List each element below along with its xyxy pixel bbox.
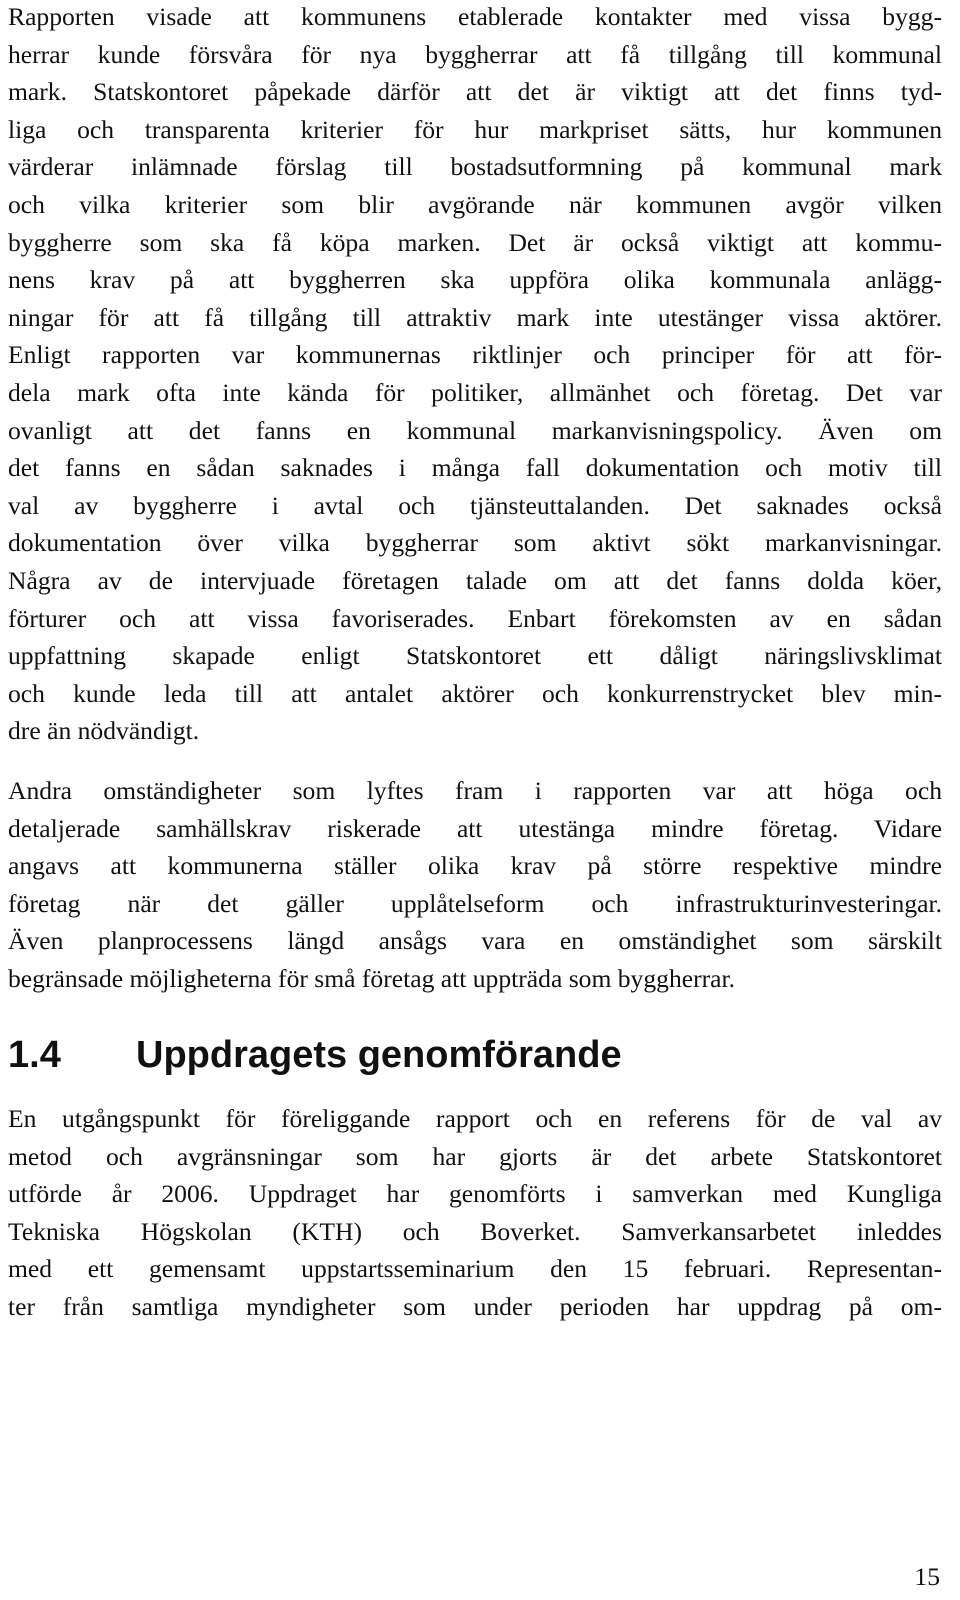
text-line: herrar kunde försvåra för nya byggherrar att få tillgång till kommunal — [8, 39, 942, 69]
text-line: metod och avgränsningar som har gjorts är det arbete Statskontoret — [8, 1141, 942, 1171]
text-line: detaljerade samhällskrav riskerade att utestänga mindre företag. Vidare — [8, 813, 942, 843]
text-line: mark. Statskontoret påpekade därför att det är viktigt att det finns tyd- — [8, 77, 942, 107]
text-line: Rapporten visade att kommunens etablerade kontakter med vissa bygg- — [8, 2, 942, 31]
text-line: dokumentation över vilka byggherrar som aktivt sökt markanvisningar. — [8, 528, 942, 558]
text-line: Även planprocessens längd ansågs vara en omständighet som särskilt — [8, 926, 942, 956]
body-paragraph — [8, 772, 942, 998]
text-line: förturer och att vissa favoriserades. Enbart förekomsten av en sådan — [8, 603, 942, 633]
body-paragraph — [8, 1100, 942, 1326]
text-line: med ett gemensamt uppstartsseminarium den 15 februari. Representan- — [8, 1254, 942, 1284]
text-line: angavs att kommunerna ställer olika krav på större respektive mindre — [8, 851, 942, 881]
text-line: utförde år 2006. Uppdraget har genomförts i samverkan med Kungliga — [8, 1179, 942, 1209]
text-line: det fanns en sådan saknades i många fall dokumentation och motiv till — [8, 453, 942, 483]
section-number: 1.4 — [8, 1034, 61, 1076]
text-line: begränsade möjligheterna för små företag att uppträda som byggherrar. — [8, 963, 736, 993]
text-line: och kunde leda till att antalet aktörer och konkurrenstrycket blev min- — [8, 678, 942, 708]
text-line: Några av de intervjuade företagen talade om att det fanns dolda köer, — [8, 565, 942, 595]
text-line: företag när det gäller upplåtelseform och infrastrukturinvesteringar. — [8, 888, 942, 918]
text-line: ovanligt att det fanns en kommunal markanvisningspolicy. Även om — [8, 415, 942, 445]
section-heading — [8, 1032, 622, 1078]
text-line: nens krav på att byggherren ska uppföra olika kommunala anlägg- — [8, 265, 942, 295]
text-line: Andra omständigheter som lyftes fram i rapporten var att höga och — [8, 776, 942, 805]
text-line: Enligt rapporten var kommunernas riktlinjer och principer för att för- — [8, 340, 942, 370]
text-line: val av byggherre i avtal och tjänsteuttalanden. Det saknades också — [8, 490, 942, 520]
page-number: 15 — [914, 1562, 940, 1591]
text-line: värderar inlämnade förslag till bostadsutformning på kommunal mark — [8, 152, 942, 182]
text-line: och vilka kriterier som blir avgörande när kommunen avgör vilken — [8, 189, 942, 219]
text-line: dela mark ofta inte kända för politiker, allmänhet och företag. Det var — [8, 377, 942, 407]
text-line: ningar för att få tillgång till attraktiv mark inte utestänger vissa aktörer. — [8, 302, 942, 332]
text-line: ter från samtliga myndigheter som under perioden har uppdrag på om- — [8, 1291, 942, 1321]
text-line: Tekniska Högskolan (KTH) och Boverket. Samverkansarbetet inleddes — [8, 1216, 942, 1246]
body-paragraph — [8, 0, 942, 750]
text-line: byggherre som ska få köpa marken. Det är också viktigt att kommu- — [8, 227, 942, 257]
section-title: Uppdragets genomförande — [136, 1034, 622, 1076]
text-line: dre än nödvändigt. — [8, 716, 200, 746]
text-line: uppfattning skapade enligt Statskontoret ett dåligt näringslivsklimat — [8, 641, 942, 671]
text-line: En utgångspunkt för föreliggande rapport och en referens för de val av — [8, 1104, 942, 1133]
text-line: liga och transparenta kriterier för hur markpriset sätts, hur kommunen — [8, 114, 942, 144]
